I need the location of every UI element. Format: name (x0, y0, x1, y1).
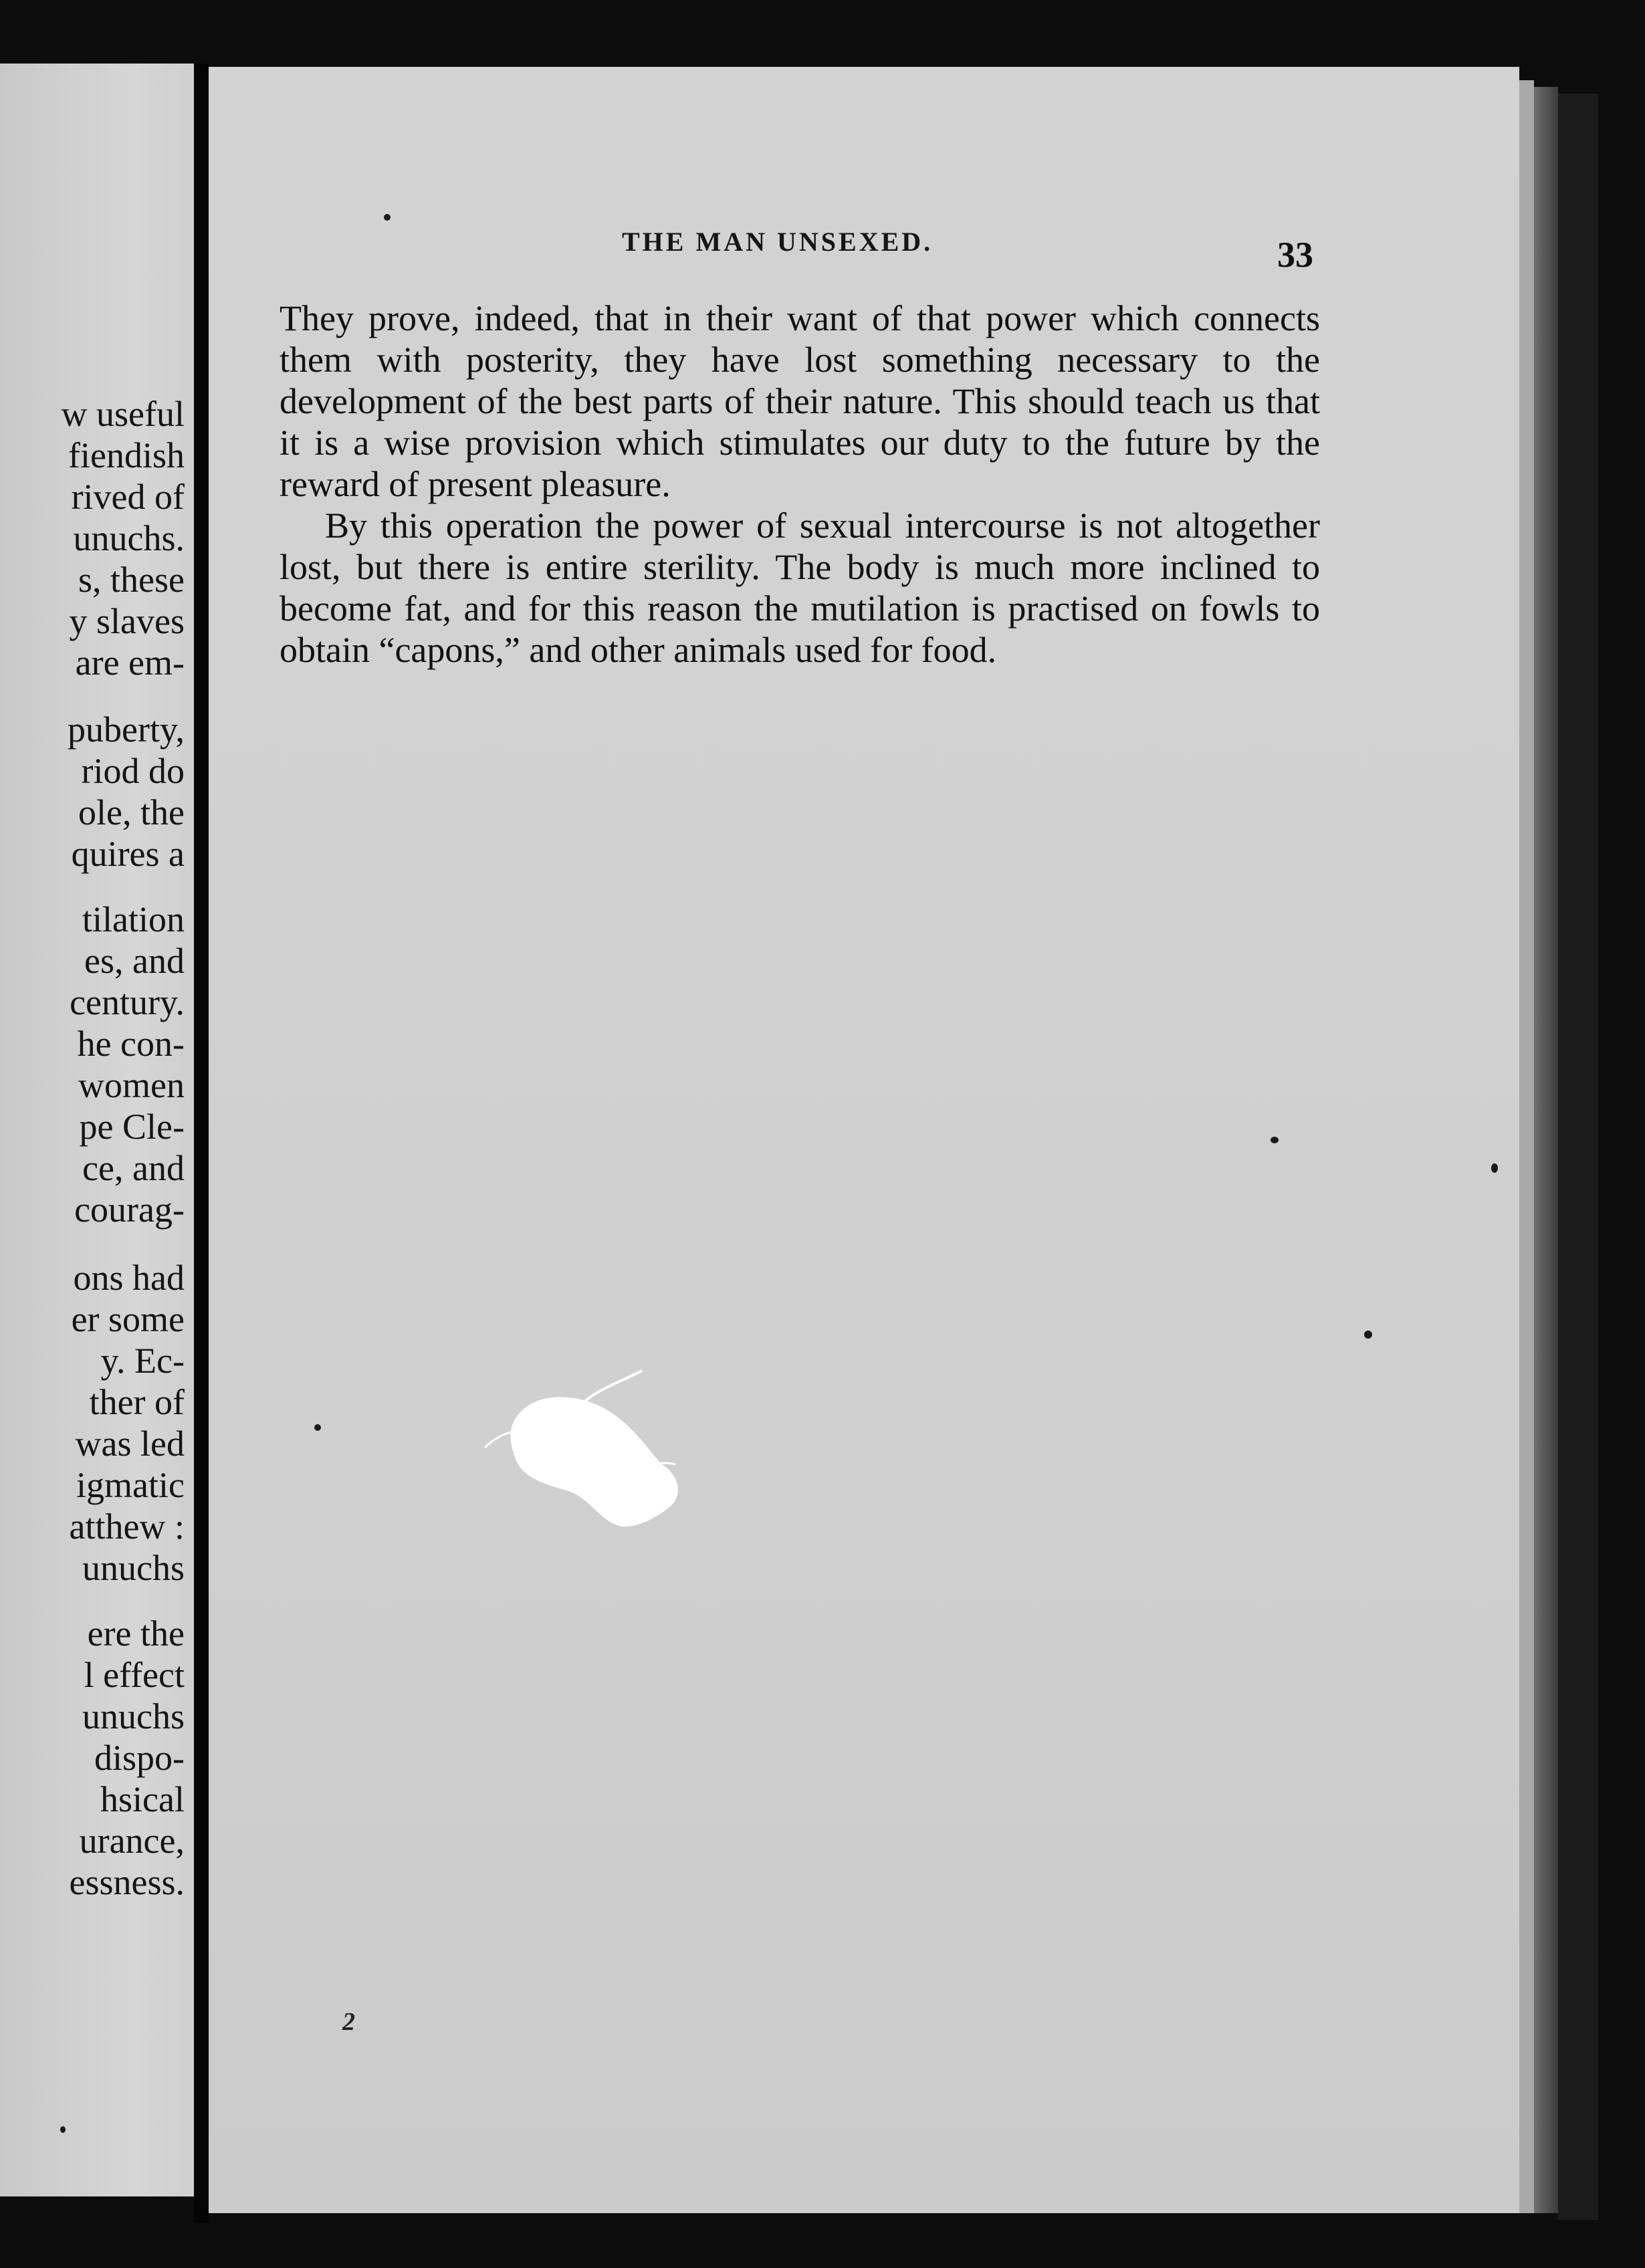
previous-page-line: unuchs. (73, 518, 185, 558)
previous-page-line: are em- (75, 643, 185, 683)
book-gutter (194, 64, 209, 2223)
book-cover-edge (1558, 94, 1598, 2220)
previous-page-line: ther of (89, 1382, 185, 1422)
body-text (280, 298, 1320, 671)
previous-page-line: unuchs (82, 1696, 185, 1736)
previous-page-fragment (0, 64, 194, 2196)
previous-page-line: atthew : (69, 1506, 185, 1547)
paragraph-1: They prove, indeed, that in their want of that power which connects them with posterity, they have lost something necessary to the development of the best parts of their nature. This should teach us that it is a wise provision which stimulates our duty to the future by the reward of present pleasure. (280, 298, 1320, 504)
previous-page-line: pe Cle- (79, 1107, 185, 1147)
speck (1364, 1331, 1372, 1339)
previous-page-line: unuchs (82, 1548, 185, 1588)
previous-page-line: s, these (78, 560, 185, 600)
previous-page-line: essness. (69, 1862, 185, 1902)
previous-page-line: quires a (71, 834, 185, 874)
signature-mark: 2 (342, 2008, 355, 2036)
previous-page-line: women (78, 1065, 185, 1105)
previous-page-line: er some (71, 1299, 185, 1339)
previous-page-line: courag- (74, 1189, 185, 1230)
speck (314, 1424, 321, 1431)
previous-page-line: y. Ec- (100, 1341, 185, 1381)
previous-page-line: he con- (77, 1024, 185, 1064)
previous-page-line: ce, and (82, 1148, 185, 1188)
previous-page-line: w useful (61, 394, 185, 434)
previous-page-line: century. (70, 982, 185, 1022)
speck (1271, 1137, 1279, 1143)
speck (1491, 1163, 1498, 1173)
previous-page-line: riod do (81, 751, 185, 791)
previous-page-line: urance, (79, 1821, 185, 1861)
page-edge-shadow (1534, 87, 1558, 2213)
page-edge (1519, 80, 1534, 2213)
previous-page-line: hsical (100, 1779, 185, 1819)
running-head: THE MAN UNSEXED. (622, 227, 934, 257)
previous-page-line: l effect (84, 1655, 185, 1695)
paper-stain (481, 1364, 742, 1538)
paragraph-2: By this operation the power of sexual intercourse is not altogether lost, but there is entire sterility. The body is much more inclined to become fat, and for this reason the mutilation is practised on fowls to obtain “capons,” and other animals used for food. (280, 505, 1320, 670)
previous-page-line: dispo- (94, 1738, 185, 1778)
previous-page-line: igmatic (76, 1465, 185, 1505)
previous-page-line: es, and (84, 941, 185, 981)
speck (60, 2126, 66, 2133)
previous-page-line: puberty, (68, 709, 185, 750)
previous-page-line: tilation (82, 899, 185, 939)
previous-page-line: fiendish (68, 435, 185, 475)
speck (384, 214, 391, 221)
previous-page-line: ere the (87, 1613, 185, 1654)
previous-page-line: was led (75, 1424, 185, 1464)
page-number: 33 (1277, 235, 1313, 275)
previous-page-line: ole, the (78, 792, 185, 832)
previous-page-line: y slaves (69, 601, 185, 641)
previous-page-line: ons had (73, 1258, 185, 1298)
previous-page-line: rived of (71, 477, 185, 517)
